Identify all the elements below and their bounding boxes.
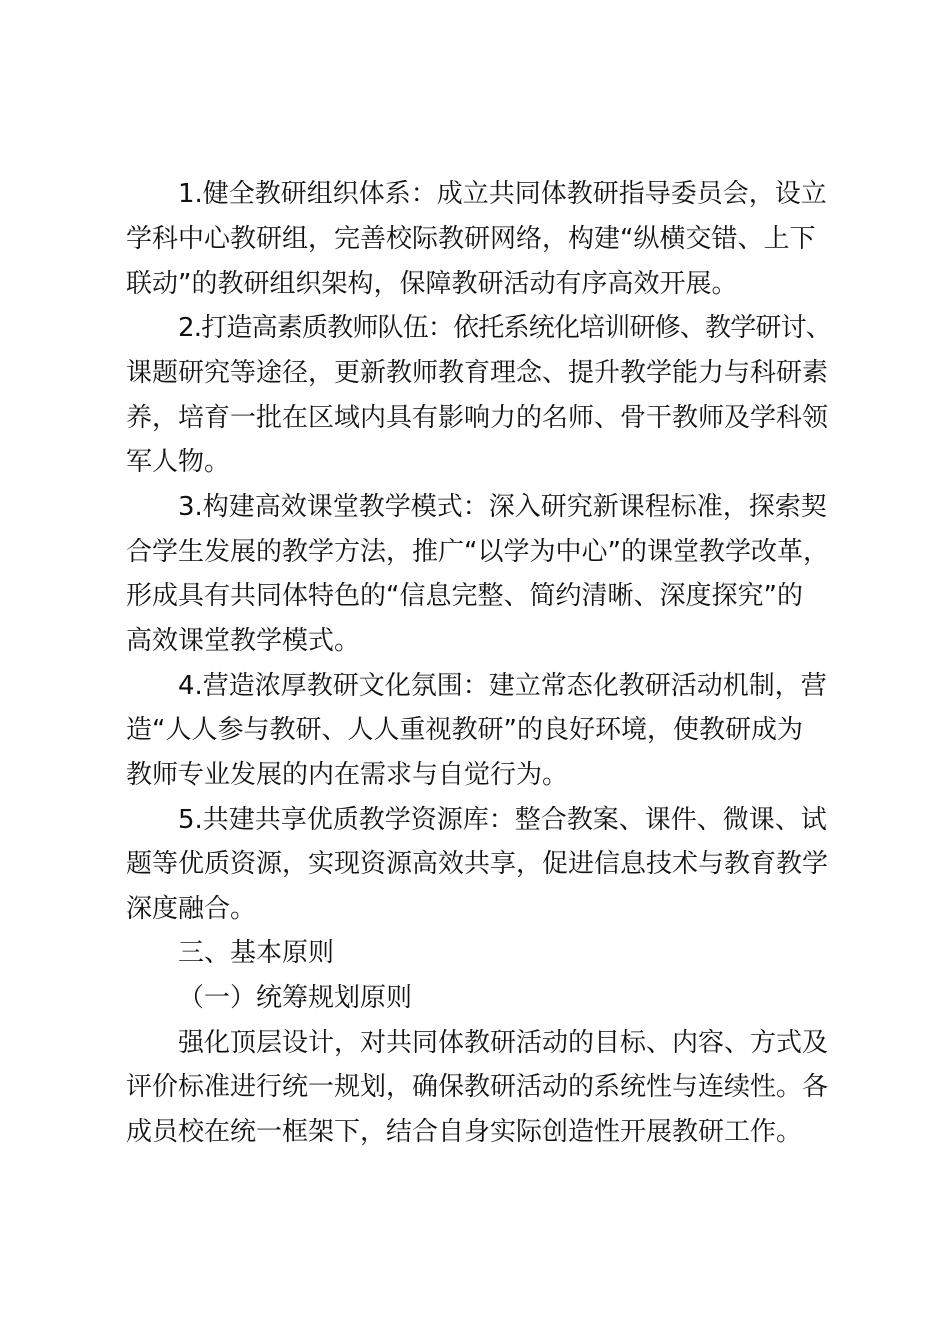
section-heading: 三、基本原则 [178,938,335,968]
text-line: 养，培育一批在区域内具有影响力的名师、骨干教师及学科领 [126,403,829,433]
text-line: 题等优质资源，实现资源高效共享，促进信息技术与教育教学 [126,849,829,879]
text-line: 联动”的教研组织架构，保障教研活动有序高效开展。 [126,269,738,299]
text-line: 合学生发展的教学方法，推广“以学为中心”的课堂教学改革， [126,537,829,567]
text-line: 深度融合。 [126,894,257,924]
text-line: 教师专业发展的内在需求与自觉行为。 [126,760,569,790]
text-line: 形成具有共同体特色的“信息完整、简约清晰、深度探究”的 [126,581,803,611]
subsection-heading: （一）统筹规划原则 [178,983,413,1013]
text-line: 造“人人参与教研、人人重视教研”的良好环境，使教研成为 [126,715,803,745]
text-line: 军人物。 [126,447,231,477]
text-line: 5.共建共享优质教学资源库：整合教案、课件、微课、试 [178,805,827,835]
text-line: 评价标准进行统一规划，确保教研活动的系统性与连续性。各 [126,1072,829,1102]
text-line: 4.营造浓厚教研文化氛围：建立常态化教研活动机制，营 [178,671,827,701]
text-line: 成员校在统一框架下，结合自身实际创造性开展教研工作。 [126,1117,803,1147]
text-line: 学科中心教研组，完善校际教研网络，构建“纵横交错、上下 [126,224,816,254]
text-line: 强化顶层设计，对共同体教研活动的目标、内容、方式及 [178,1028,829,1058]
text-line: 3.构建高效课堂教学模式：深入研究新课程标准，探索契 [178,492,827,522]
text-line: 1.健全教研组织体系：成立共同体教研指导委员会，设立 [178,179,827,209]
text-line: 课题研究等途径，更新教师教育理念、提升教学能力与科研素 [126,358,829,388]
text-line: 高效课堂教学模式。 [126,626,361,656]
text-line: 2.打造高素质教师队伍：依托系统化培训研修、教学研讨、 [178,313,832,343]
